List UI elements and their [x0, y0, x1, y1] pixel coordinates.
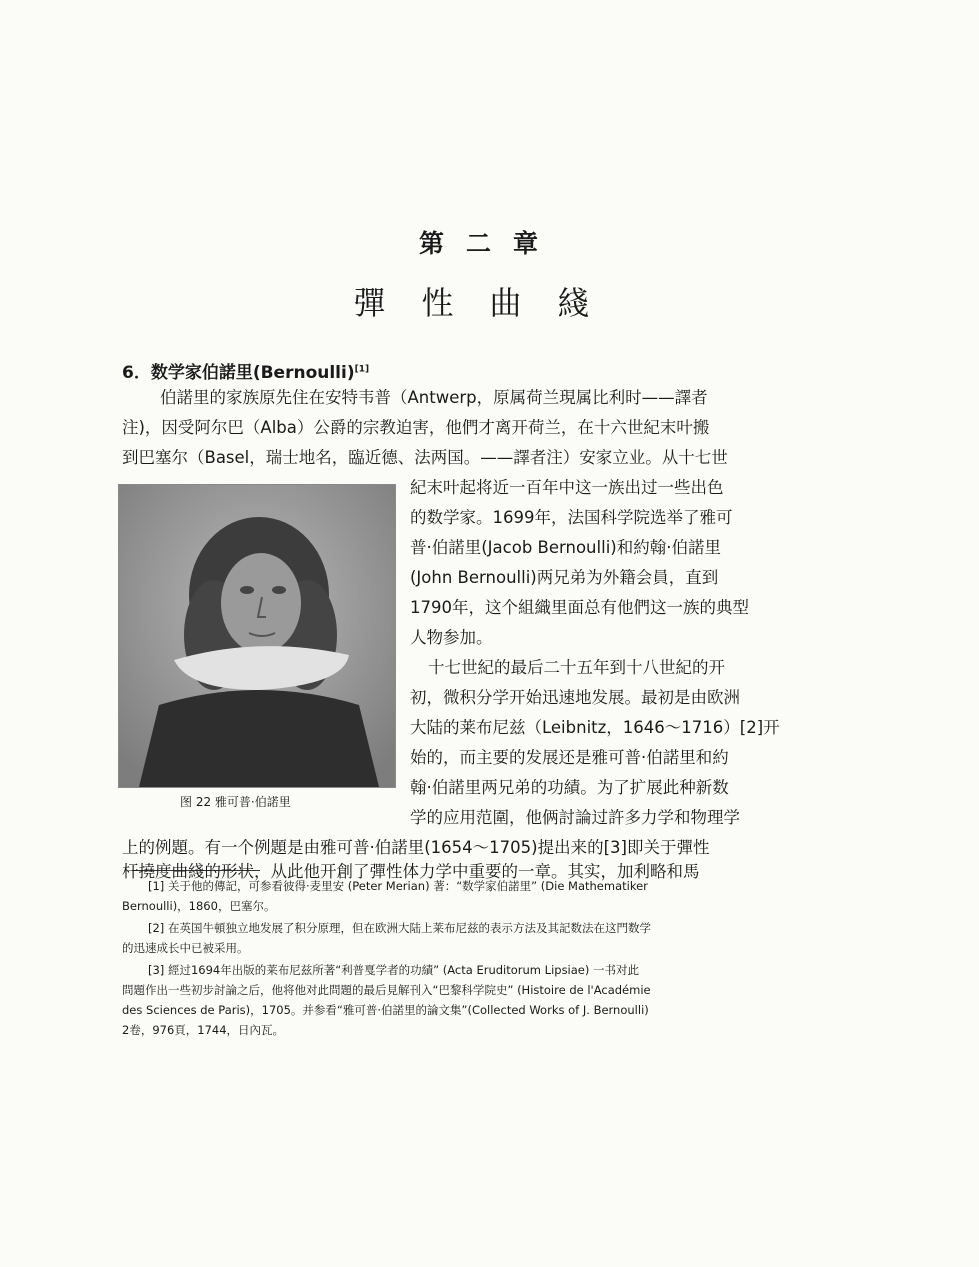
- portrait-illustration: [119, 485, 395, 787]
- section-heading-text: 6．数学家伯諾里(Bernoulli): [122, 363, 355, 383]
- body-line: 学的应用范圍，他俩討論过許多力学和物理学: [410, 808, 740, 827]
- body-line: 上的例題。有一个例題是由雅可普·伯諾里(1654～1705)提出来的[3]即关于彈性: [122, 838, 710, 857]
- body-line: 到巴塞尔（Basel，瑞士地名，臨近德、法两国。——譯者注）安家立业。从十七世: [122, 448, 728, 467]
- body-line: (John Bernoulli)两兄弟为外籍会員，直到: [410, 568, 719, 587]
- body-line: 始的，而主要的发展还是雅可普·伯諾里和約: [410, 748, 729, 767]
- body-line: 注)，因受阿尔巴（Alba）公爵的宗教迫害，他們才离开荷兰，在十六世紀末叶搬: [122, 418, 710, 437]
- body-line: 大陆的莱布尼兹（Leibnitz，1646～1716）[2]开: [410, 718, 780, 737]
- body-line: 十七世紀的最后二十五年到十八世紀的开: [428, 658, 725, 677]
- section-heading: [122, 358, 369, 383]
- chapter-title: 彈性曲綫: [353, 284, 626, 322]
- footnote-line: Bernoulli)，1860，巴塞尔。: [122, 899, 276, 913]
- body-line: 普·伯諾里(Jacob Bernoulli)和約翰·伯諾里: [410, 538, 721, 557]
- section-heading-footnote-ref: [1]: [354, 364, 370, 375]
- footnote-line: 問題作出一些初步討論之后，他将他对此問題的最后見解刊入“巴黎科学院史” (Histoire de l'Académie: [122, 983, 651, 997]
- chapter-number: 第二章: [418, 229, 560, 258]
- footnote-line: [1] 关于他的傳記，可参看彼得·麦里安 (Peter Merian) 著：“数学家伯諾里” (Die Mathematiker: [148, 879, 648, 893]
- footnote-line: des Sciences de Paris)，1705。并参看“雅可普·伯諾里的論文集”(Collected Works of J. Bernoulli): [122, 1003, 649, 1017]
- footnote-line: 2卷，976頁，1744，日內瓦。: [122, 1023, 285, 1037]
- body-line: 伯諾里的家族原先住在安特韦普（Antwerp，原属荷兰現属比利时——譯者: [160, 388, 708, 407]
- body-line: 初，微积分学开始迅速地发展。最初是由欧洲: [410, 688, 740, 707]
- footnote-line: [3] 經过1694年出版的莱布尼兹所著“利普戛学者的功績” (Acta Eruditorum Lipsiae) 一书对此: [148, 963, 640, 977]
- figure-caption: 图 22 雅可普·伯諾里: [180, 795, 291, 809]
- footnote-line: [2] 在英国牛頓独立地发展了积分原理，但在欧洲大陆上莱布尼兹的表示方法及其記数法在这門数学: [148, 921, 651, 935]
- body-line: 杆撓度曲綫的形状，从此他开創了彈性体力学中重要的一章。其实，加利略和馬: [122, 862, 700, 881]
- body-line: 人物参加。: [410, 628, 493, 647]
- body-line: 紀末叶起将近一百年中这一族出过一些出色: [410, 478, 724, 497]
- body-line: 翰·伯諾里两兄弟的功績。为了扩展此种新数: [410, 778, 729, 797]
- body-line: 1790年，这个組織里面总有他們这一族的典型: [410, 598, 749, 617]
- footnote-line: 的迅速成长中已被采用。: [122, 941, 249, 955]
- body-line: 的数学家。1699年，法国科学院选举了雅可: [410, 508, 733, 527]
- portrait-image: [118, 484, 396, 788]
